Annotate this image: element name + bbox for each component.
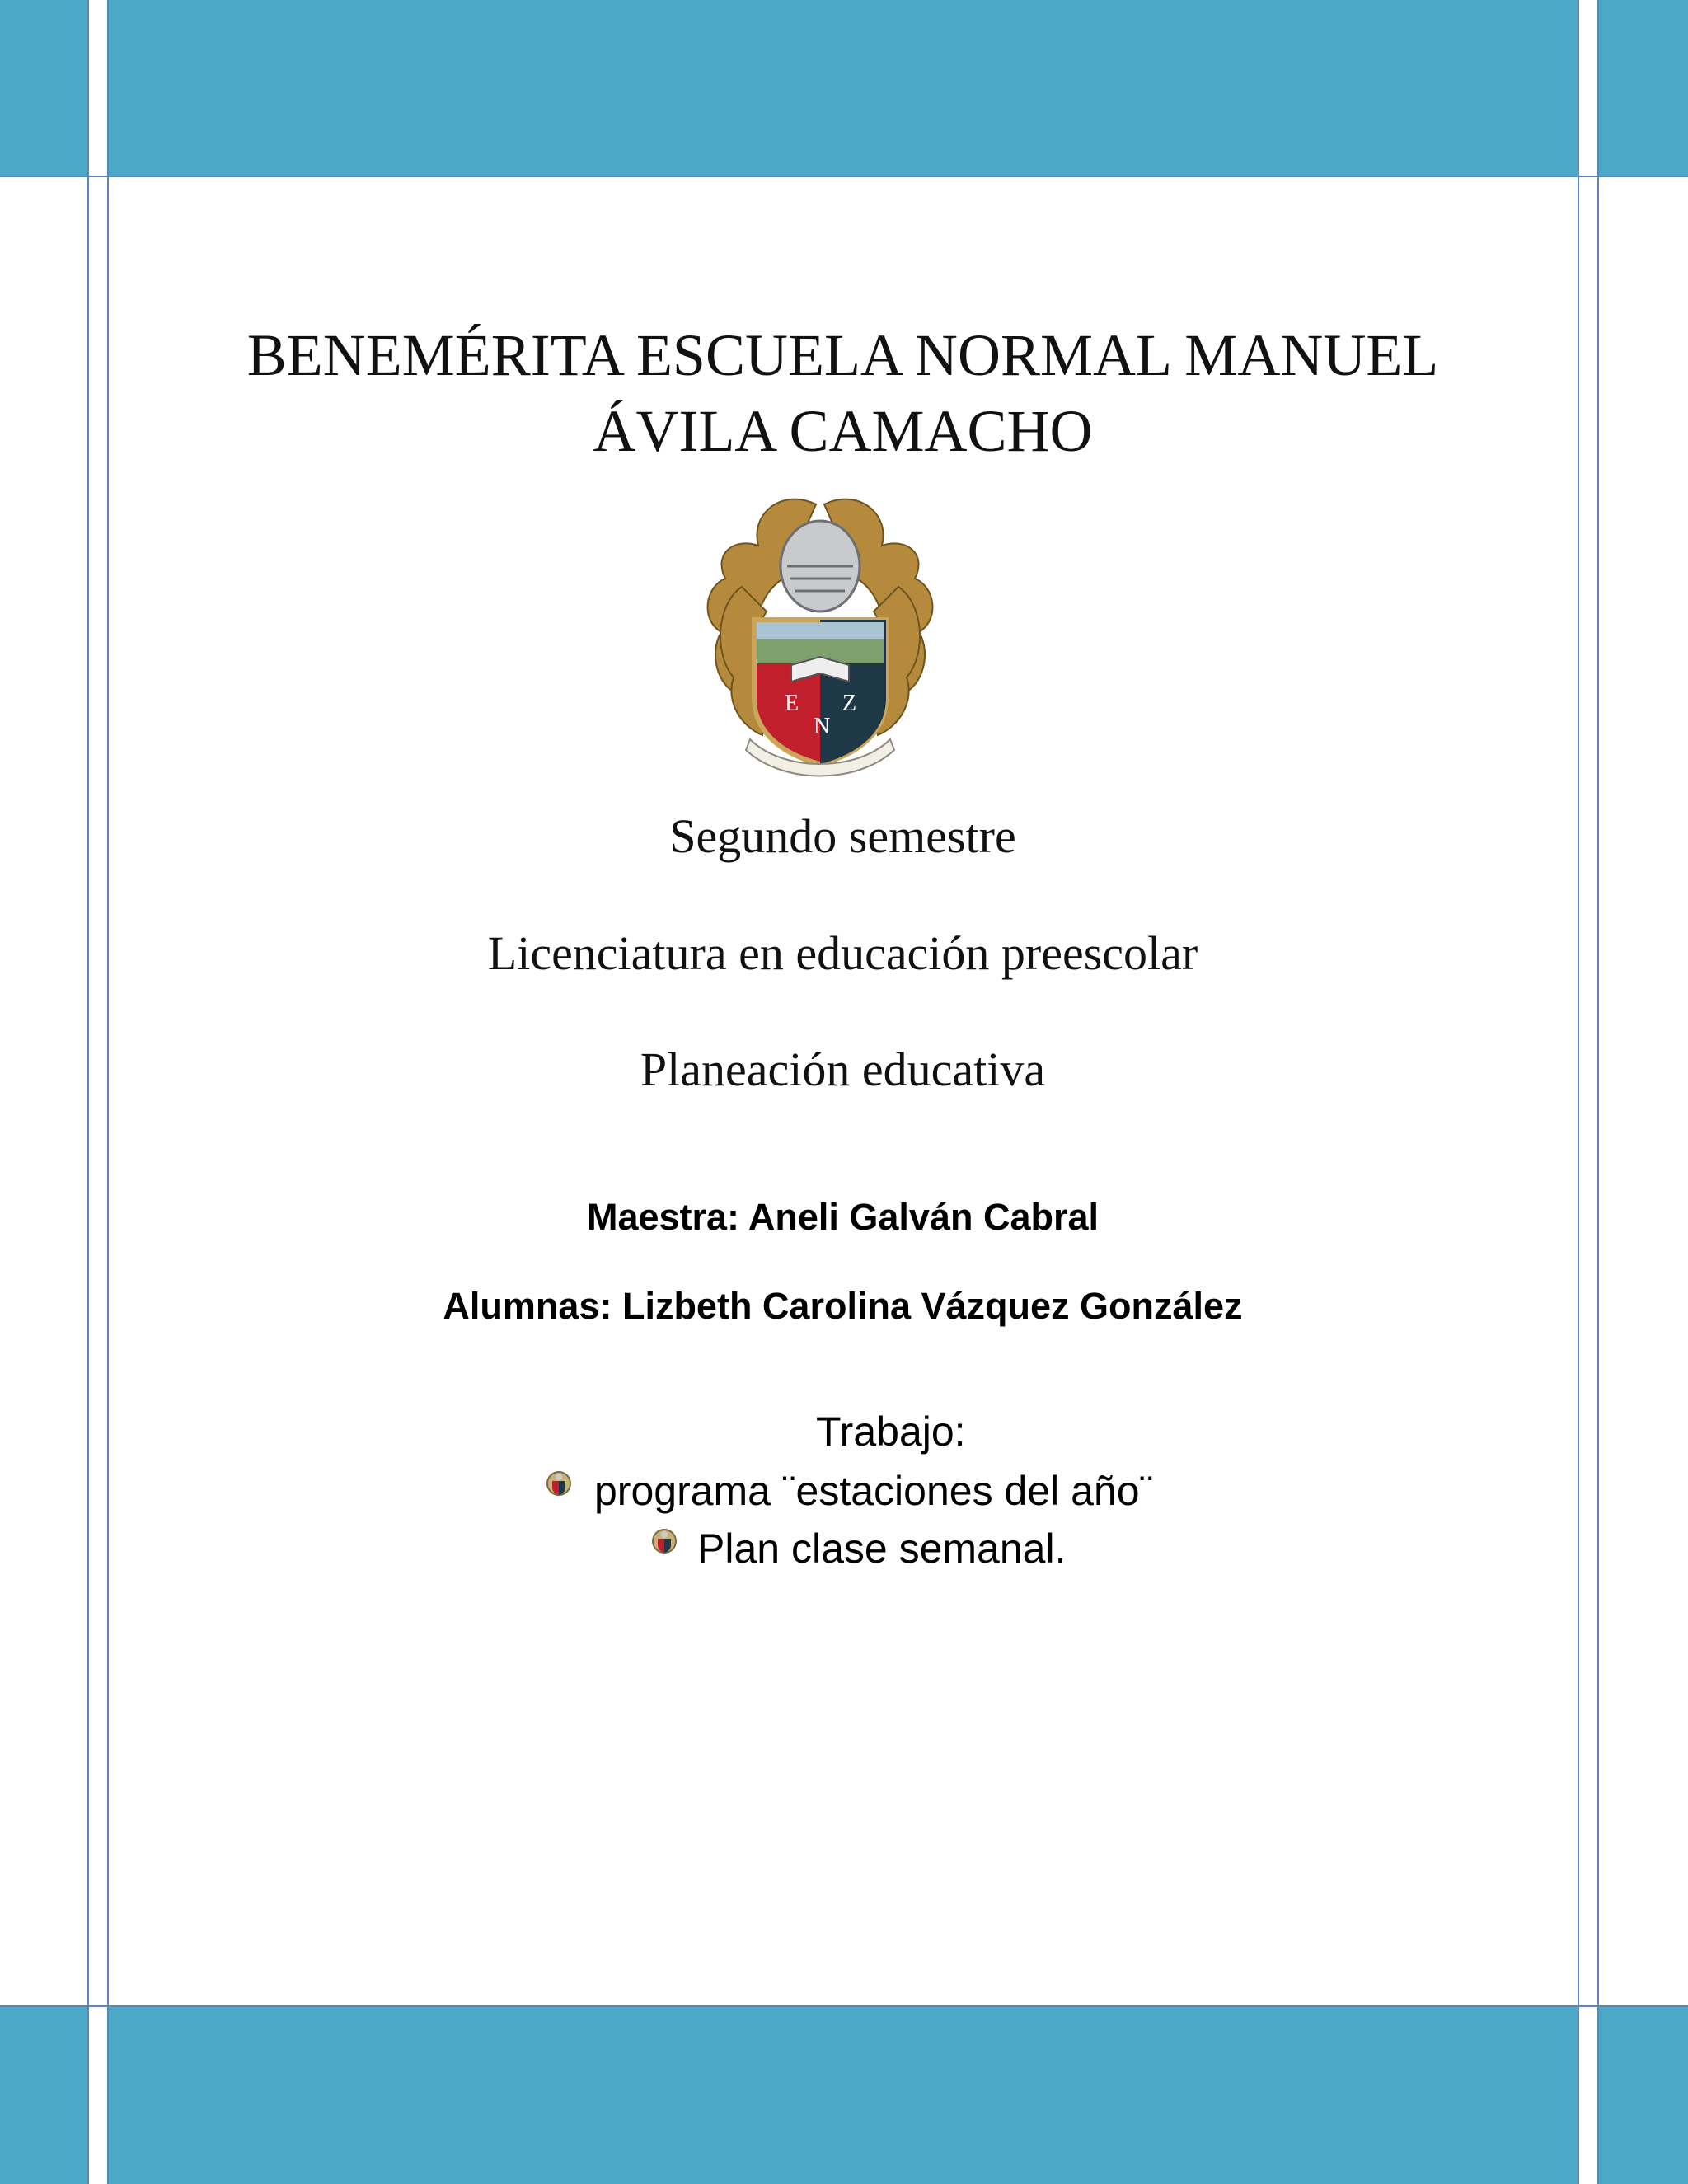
work-label: Trabajo:	[816, 1408, 966, 1455]
bottom-band-left	[0, 2007, 87, 2184]
work-item-program: programa ¨estaciones del año¨	[594, 1468, 1154, 1514]
school-crest-icon	[692, 488, 948, 780]
crest-letter-e: E	[785, 691, 799, 716]
frame-line-bottom	[0, 2005, 1688, 2007]
school-title-line1: BENEMÉRITA ESCUELA NORMAL MANUEL	[246, 322, 1439, 388]
bullet-crest-icon	[650, 1527, 678, 1555]
work-item-plan: Plan clase semanal.	[697, 1526, 1067, 1572]
school-title-line2: ÁVILA CAMACHO	[593, 398, 1093, 464]
frame-line-top	[0, 176, 1688, 177]
degree-text: Licenciatura en educación preescolar	[487, 926, 1198, 980]
teacher-name: Maestra: Aneli Galván Cabral	[586, 1196, 1100, 1238]
frame-line-left-outer	[87, 0, 89, 2184]
top-band-main	[109, 0, 1578, 176]
students-names: Alumnas: Lizbeth Carolina Vázquez González	[443, 1285, 1243, 1327]
frame-line-right-outer	[1597, 0, 1599, 2184]
crest-letter-n: N	[814, 714, 831, 739]
bottom-band-main	[109, 2007, 1578, 2184]
top-band-right	[1599, 0, 1688, 176]
top-band-left	[0, 0, 87, 176]
bottom-band-right	[1599, 2007, 1688, 2184]
semester-text: Segundo semestre	[669, 809, 1016, 863]
bullet-crest-icon	[545, 1469, 573, 1497]
school-title	[107, 317, 1578, 469]
crest-letter-z: Z	[842, 691, 857, 716]
subject-text: Planeación educativa	[640, 1043, 1046, 1096]
